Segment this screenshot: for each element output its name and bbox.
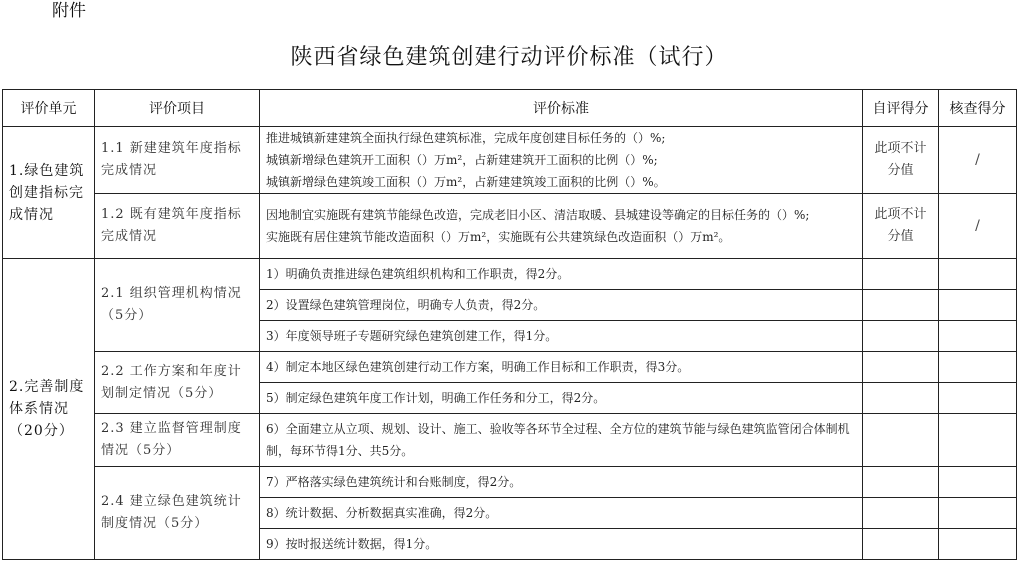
item-cell-2-4: 2.4 建立绿色建筑统计制度情况（5分） — [95, 467, 260, 560]
standard-cell: 9）按时报送统计数据，得1分。 — [260, 529, 863, 560]
table-row — [3, 194, 1017, 259]
standard-cell-1-2 — [260, 194, 863, 259]
self-score-cell[interactable] — [863, 321, 939, 352]
unit-cell-1: 1.绿色建筑创建指标完成情况 — [3, 127, 95, 259]
document-title: 陕西省绿色建筑创建行动评价标准（试行） — [290, 45, 728, 70]
table-row — [3, 259, 1017, 290]
self-score-cell[interactable] — [863, 352, 939, 383]
self-score-cell-1-2: 此项不计分值 — [863, 194, 939, 259]
table-row — [3, 127, 1017, 194]
check-score-cell-1-1: / — [939, 127, 1017, 194]
self-score-cell[interactable] — [863, 414, 939, 467]
item-cell-2-1: 2.1 组织管理机构情况（5分） — [95, 259, 260, 352]
self-score-cell[interactable] — [863, 290, 939, 321]
self-score-cell[interactable] — [863, 259, 939, 290]
check-score-cell[interactable] — [939, 498, 1017, 529]
check-score-cell[interactable] — [939, 529, 1017, 560]
check-score-cell[interactable] — [939, 321, 1017, 352]
header-item: 评价项目 — [95, 90, 260, 127]
check-score-cell[interactable] — [939, 259, 1017, 290]
attachment-label: 附件 — [52, 1, 86, 21]
standard-cell: 7）严格落实绿色建筑统计和台账制度，得2分。 — [260, 467, 863, 498]
standard-cell: 6）全面建立从立项、规划、设计、施工、验收等各环节全过程、全方位的建筑节能与绿色建筑监管闭合体制机制，每环节得1分、共5分。 — [260, 414, 863, 467]
item-cell-1-1: 1.1 新建建筑年度指标完成情况 — [95, 127, 260, 194]
standard-line: 推进城镇新建建筑全面执行绿色建筑标准，完成年度创建目标任务的（）%; — [266, 131, 666, 145]
standard-cell: 5）制定绿色建筑年度工作计划，明确工作任务和分工，得2分。 — [260, 383, 863, 414]
check-score-cell[interactable] — [939, 467, 1017, 498]
check-score-cell[interactable] — [939, 352, 1017, 383]
self-score-cell-1-1: 此项不计分值 — [863, 127, 939, 194]
item-cell-1-2: 1.2 既有建筑年度指标完成情况 — [95, 194, 260, 259]
table-row — [3, 352, 1017, 383]
standard-line: 城镇新增绿色建筑开工面积（）万m²，占新建建筑开工面积的比例（）%; — [266, 153, 658, 167]
standard-cell-1-1 — [260, 127, 863, 194]
self-score-cell[interactable] — [863, 529, 939, 560]
standard-cell: 1）明确负责推进绿色建筑组织机构和工作职责，得2分。 — [260, 259, 863, 290]
check-score-cell-1-2: / — [939, 194, 1017, 259]
table-header-row — [3, 90, 1017, 127]
table-row — [3, 414, 1017, 467]
self-score-cell[interactable] — [863, 498, 939, 529]
unit-cell-2: 2.完善制度体系情况（20分） — [3, 259, 95, 560]
self-score-cell[interactable] — [863, 467, 939, 498]
check-score-cell[interactable] — [939, 414, 1017, 467]
item-cell-2-2: 2.2 工作方案和年度计划制定情况（5分） — [95, 352, 260, 414]
header-standard: 评价标准 — [260, 90, 863, 127]
standard-cell: 3）年度领导班子专题研究绿色建筑创建工作，得1分。 — [260, 321, 863, 352]
header-check-score: 核查得分 — [939, 90, 1017, 127]
evaluation-table — [2, 89, 1017, 560]
standard-line: 实施既有居住建筑节能改造面积（）万m²，实施既有公共建筑绿色改造面积（）万m²。 — [266, 230, 731, 244]
standard-line: 城镇新增绿色建筑竣工面积（）万m²，占新建建筑竣工面积的比例（）%。 — [266, 175, 666, 189]
self-score-cell[interactable] — [863, 383, 939, 414]
standard-cell: 8）统计数据、分析数据真实准确，得2分。 — [260, 498, 863, 529]
standard-cell: 2）设置绿色建筑管理岗位，明确专人负责，得2分。 — [260, 290, 863, 321]
header-self-score: 自评得分 — [863, 90, 939, 127]
standard-line: 因地制宜实施既有建筑节能绿色改造，完成老旧小区、清洁取暖、县城建设等确定的目标任务的（）%; — [266, 208, 810, 222]
check-score-cell[interactable] — [939, 290, 1017, 321]
header-unit: 评价单元 — [3, 90, 95, 127]
standard-cell: 4）制定本地区绿色建筑创建行动工作方案，明确工作目标和工作职责，得3分。 — [260, 352, 863, 383]
item-cell-2-3: 2.3 建立监督管理制度情况（5分） — [95, 414, 260, 467]
check-score-cell[interactable] — [939, 383, 1017, 414]
table-row — [3, 467, 1017, 498]
